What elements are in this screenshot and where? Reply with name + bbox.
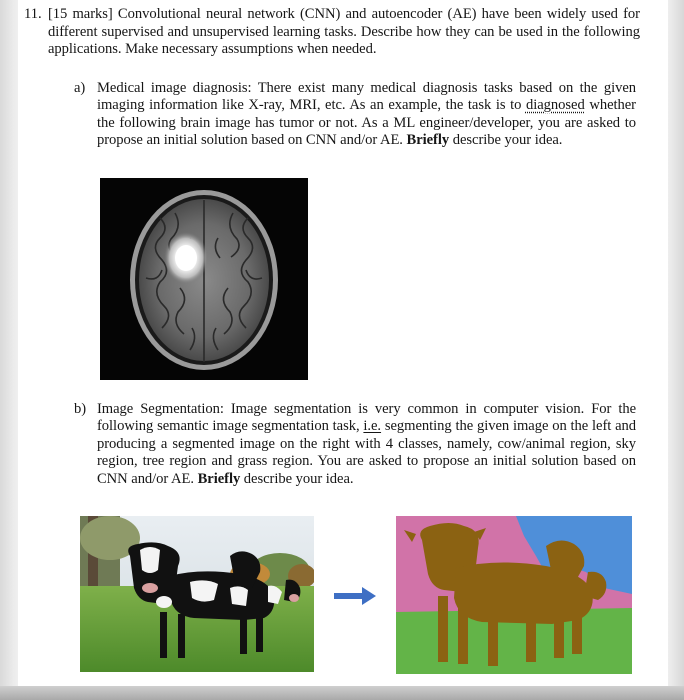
part-a-text — [97, 80, 636, 150]
part-b — [74, 401, 636, 488]
question-text: [15 marks] Convolutional neural network (CNN) and autoencoder (AE) have been widely used for different supervised and unsupervised learning tasks. Describe how they can be used in the following applications. Make necessary assumptions when needed. — [48, 6, 640, 57]
part-a-text-1: Medical image diagnosis: There exist many medical diagnosis tasks based on the given imaging information like X-ray, MRI, etc. As an example, the task is to — [97, 80, 636, 114]
part-b-text-1: Image Segmentation: Image segmentation is very common in computer vision. For the following semantic image segmentation task, — [97, 401, 636, 435]
part-a — [74, 80, 636, 150]
part-b-label: b) — [74, 401, 87, 417]
part-b-underlined-word: i.e. — [363, 418, 382, 435]
brain-mri-image — [100, 178, 308, 380]
page-bottom-shadow — [0, 686, 684, 700]
question-header — [24, 6, 640, 59]
part-b-text-3: describe your idea. — [240, 470, 354, 487]
part-a-text-2: whether the following brain image has tumor or not. As a ML engineer/developer, you are asked to propose an initial solution based on CNN and/or AE. — [97, 97, 636, 149]
question-number: 11. — [24, 6, 42, 22]
segmented-image — [396, 516, 632, 674]
cow-photo-image — [80, 516, 314, 672]
part-a-label: a) — [74, 80, 86, 96]
right-arrow-icon — [330, 585, 380, 607]
part-a-bold-word: Briefly — [406, 132, 450, 149]
part-b-bold-word: Briefly — [197, 470, 241, 487]
part-a-text-3: describe your idea. — [449, 132, 563, 149]
part-b-text — [97, 401, 636, 488]
part-b-text-2: segmenting the given image on the left and producing a segmented image on the right with 4 classes, namely, cow/animal region, sky region, tree region and grass region. You are asked to propose an initial solution based on CNN and/or AE. — [97, 418, 636, 487]
part-a-underlined-word: diagnosed — [525, 97, 585, 114]
